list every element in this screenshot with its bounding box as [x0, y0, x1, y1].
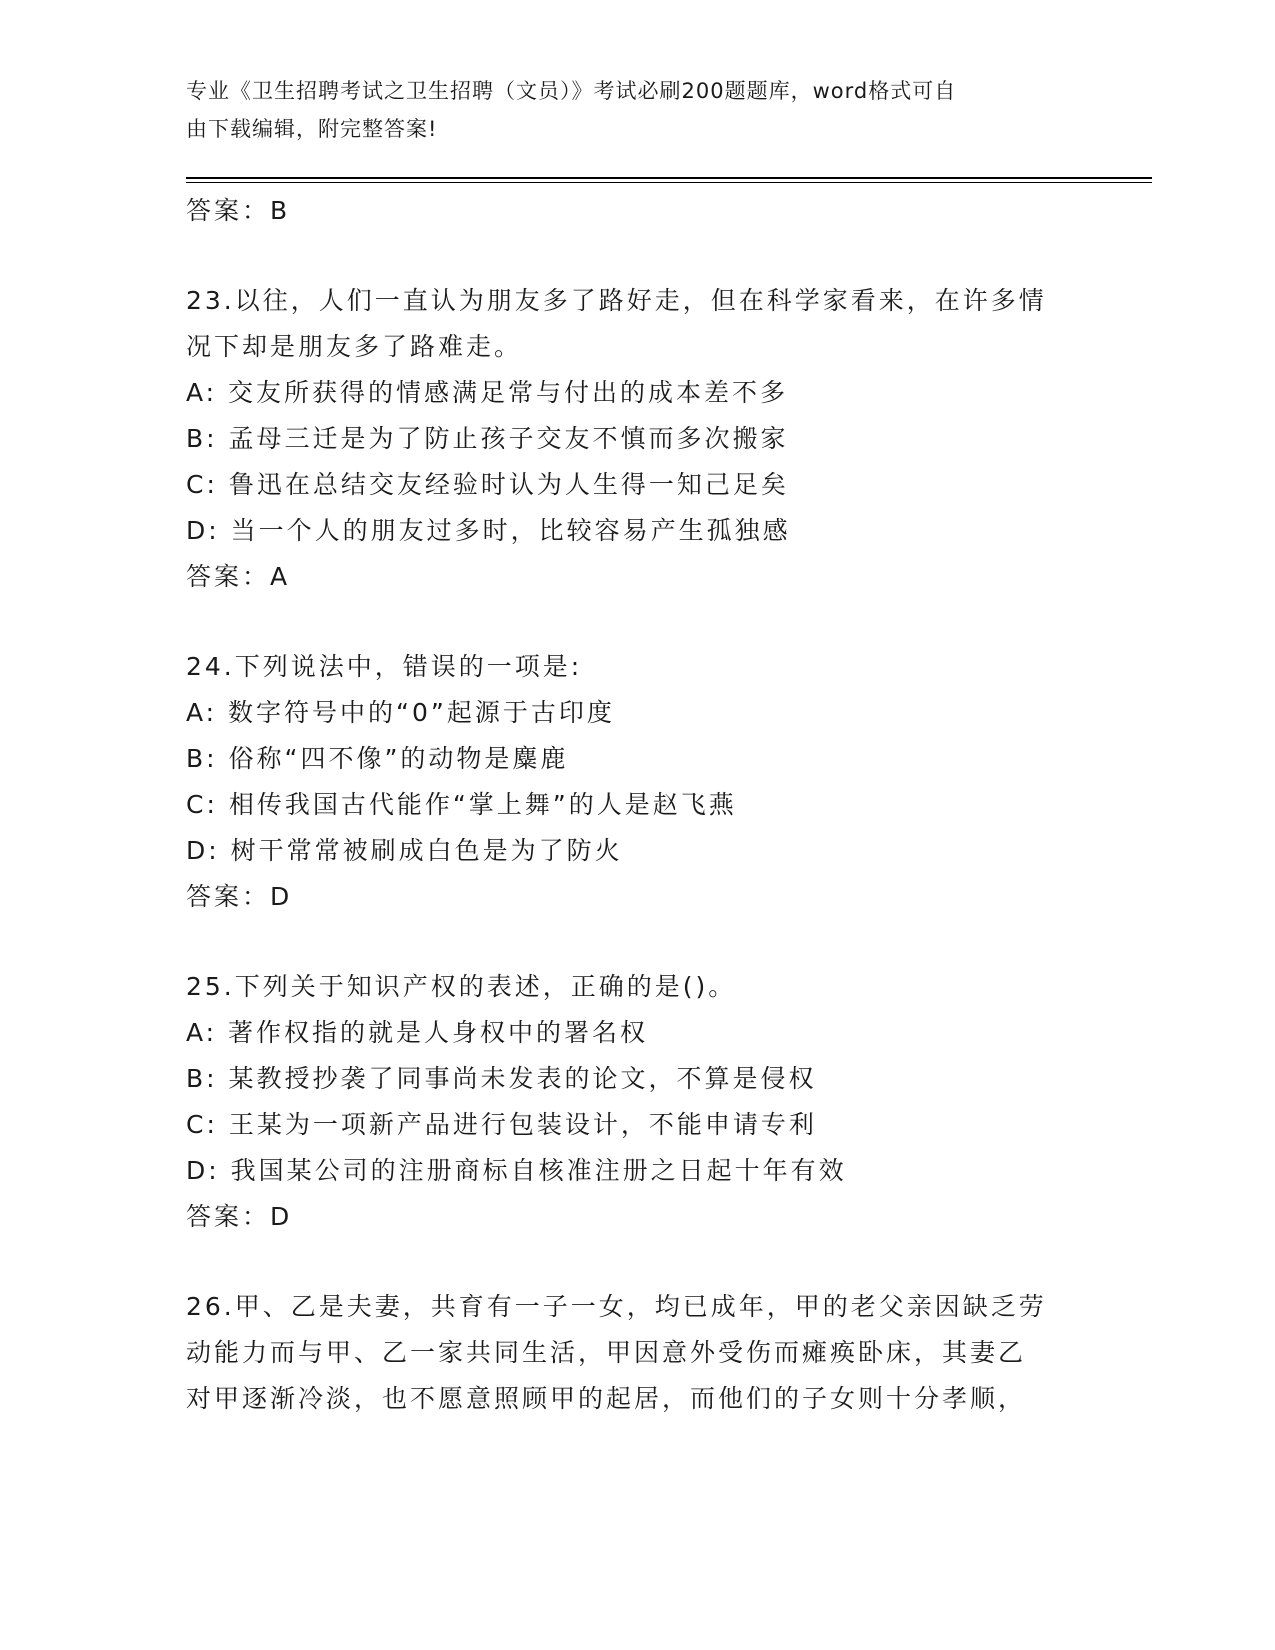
- header-line-1: 专业《卫生招聘考试之卫生招聘（文员）》考试必刷200题题库，word格式可自: [186, 79, 957, 103]
- question-25: [186, 964, 1086, 1240]
- option-b: B: 俗称“四不像”的动物是麋鹿: [186, 744, 569, 773]
- option-d: D: 树干常常被刷成白色是为了防火: [186, 836, 623, 865]
- option-c: C: 鲁迅在总结交友经验时认为人生得一知己足矣: [186, 470, 789, 499]
- spacer: [186, 600, 1086, 644]
- question-stem-line: 对甲逐渐冷淡，也不愿意照顾甲的起居，而他们的子女则十分孝顺，: [186, 1384, 1027, 1413]
- question-stem-line: 动能力而与甲、乙一家共同生活，甲因意外受伤而瘫痪卧床，其妻乙: [186, 1338, 1027, 1367]
- question-26: [186, 1284, 1086, 1422]
- question-stem-line: 23.以往，人们一直认为朋友多了路好走，但在科学家看来，在许多情: [186, 286, 1047, 315]
- document-header: [186, 72, 1066, 148]
- spacer: [186, 1240, 1086, 1284]
- option-b: B: 某教授抄袭了同事尚未发表的论文，不算是侵权: [186, 1064, 817, 1093]
- answer-line: 答案：D: [186, 1202, 293, 1231]
- option-a: A: 交友所获得的情感满足常与付出的成本差不多: [186, 378, 789, 407]
- option-a: A: 数字符号中的“0”起源于古印度: [186, 698, 615, 727]
- option-a: A: 著作权指的就是人身权中的署名权: [186, 1018, 649, 1047]
- header-divider-thin: [186, 182, 1152, 183]
- question-list: [186, 188, 1086, 1422]
- spacer: [186, 234, 1086, 278]
- answer-line: 答案：A: [186, 562, 291, 591]
- option-d: D: 我国某公司的注册商标自核准注册之日起十年有效: [186, 1156, 847, 1185]
- question-stem-line: 24.下列说法中，错误的一项是:: [186, 652, 583, 681]
- previous-answer: 答案：B: [186, 196, 291, 225]
- question-stem-line: 25.下列关于知识产权的表述，正确的是()。: [186, 972, 737, 1001]
- question-stem-line: 况下却是朋友多了路难走。: [186, 332, 523, 361]
- header-line-2: 由下载编辑，附完整答案!: [186, 117, 438, 141]
- answer-line: 答案：D: [186, 882, 293, 911]
- option-b: B: 孟母三迁是为了防止孩子交友不慎而多次搬家: [186, 424, 789, 453]
- option-c: C: 王某为一项新产品进行包装设计，不能申请专利: [186, 1110, 817, 1139]
- question-stem-line: 26.甲、乙是夫妻，共育有一子一女，均已成年，甲的老父亲因缺乏劳: [186, 1292, 1047, 1321]
- spacer: [186, 920, 1086, 964]
- question-24: [186, 644, 1086, 920]
- question-23: [186, 278, 1086, 600]
- header-divider-thick: [186, 177, 1152, 179]
- option-d: D: 当一个人的朋友过多时，比较容易产生孤独感: [186, 516, 791, 545]
- option-c: C: 相传我国古代能作“掌上舞”的人是赵飞燕: [186, 790, 737, 819]
